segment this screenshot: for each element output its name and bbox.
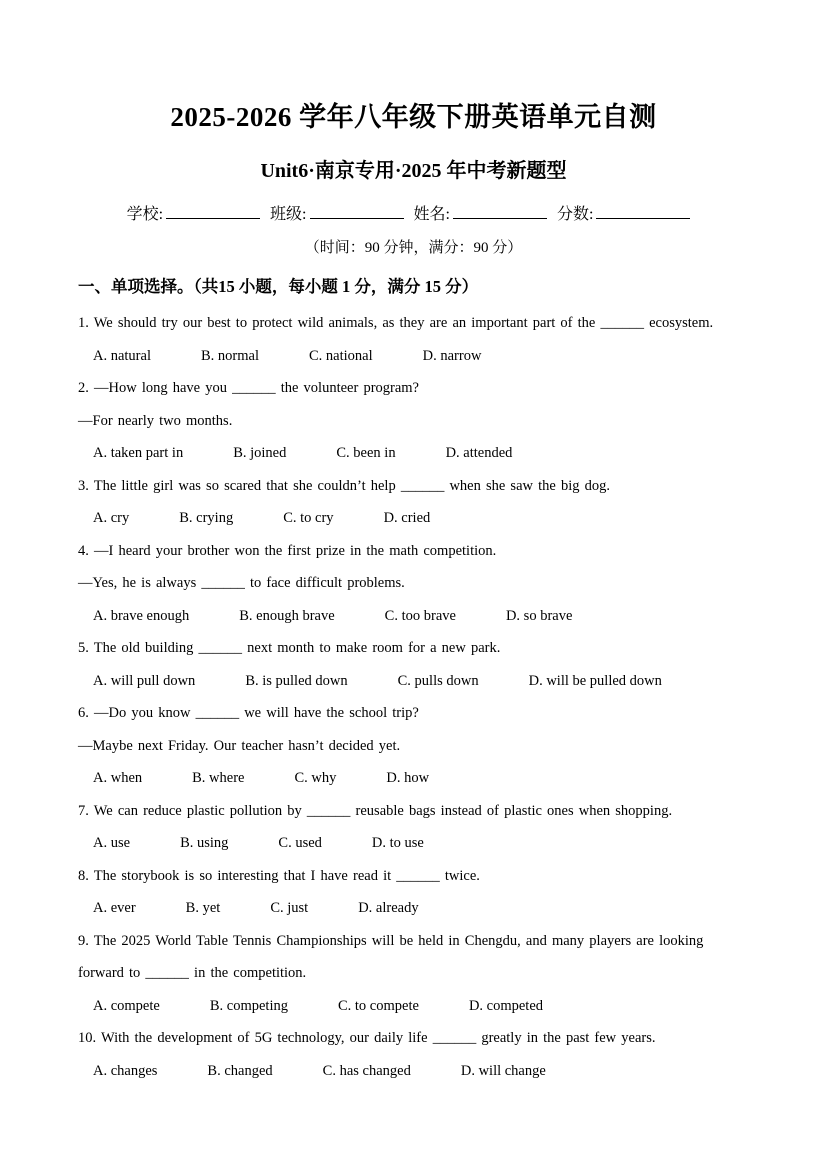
score-blank — [596, 203, 690, 219]
score-field — [557, 201, 700, 224]
question-stem: —Maybe next Friday. Our teacher hasn’t decided yet. — [78, 737, 401, 754]
option: A. brave enough — [93, 607, 190, 624]
option: B. competing — [209, 997, 288, 1014]
option: C. been in — [336, 445, 396, 461]
question-stem: 5. The old building ______ next month to make room for a new park. — [78, 640, 501, 656]
option: A. will pull down — [93, 672, 196, 689]
score-label: 分数: — [556, 206, 594, 223]
question-block — [78, 535, 749, 633]
option: D. attended — [445, 445, 513, 461]
question-stem: —For nearly two months. — [78, 412, 233, 429]
question-stem: 10. With the development of 5G technology, our daily life ______ greatly in the past few years. — [78, 1030, 656, 1046]
option: D. narrow — [422, 347, 482, 364]
option: C. to cry — [283, 510, 334, 526]
option: D. already — [358, 900, 419, 916]
option: A. cry — [93, 510, 130, 526]
option-row — [78, 502, 749, 535]
option: C. pulls down — [397, 672, 479, 689]
question-block — [78, 860, 749, 925]
option-row — [78, 827, 749, 860]
option-row — [78, 1055, 749, 1088]
question-stem: 2. —How long have you ______ the volunteer program? — [78, 380, 419, 396]
question-block — [78, 470, 749, 535]
option: A. natural — [93, 347, 151, 364]
class-field — [270, 201, 413, 224]
option: A. changes — [93, 1062, 158, 1079]
question-stem: —Yes, he is always ______ to face difficult problems. — [78, 575, 405, 591]
option: C. used — [278, 835, 322, 851]
option: D. will change — [460, 1062, 546, 1079]
option: C. has changed — [322, 1062, 411, 1079]
option: A. when — [93, 770, 143, 786]
option: A. ever — [93, 900, 136, 916]
page-subtitle: Unit6·南京专用·2025 年中考新题型 — [260, 160, 567, 182]
name-blank — [453, 203, 547, 219]
option: B. where — [192, 770, 245, 786]
option: B. is pulled down — [245, 672, 348, 689]
option-row — [78, 600, 749, 633]
question-block — [78, 632, 749, 697]
option: C. too brave — [384, 607, 456, 624]
student-info-line — [78, 201, 749, 224]
option-row — [78, 762, 749, 795]
class-blank — [310, 203, 404, 219]
option: A. taken part in — [93, 445, 184, 461]
option: D. will be pulled down — [528, 672, 662, 689]
question-list — [78, 307, 749, 1087]
option: A. use — [93, 835, 131, 851]
option: C. national — [308, 347, 373, 364]
question-stem: 4. —I heard your brother won the first prize in the math competition. — [78, 542, 497, 559]
school-field — [127, 201, 270, 224]
option: B. enough brave — [239, 607, 335, 624]
option: B. joined — [233, 445, 287, 461]
school-label: 学校: — [126, 206, 164, 223]
section-heading: 一、单项选择。（共15 小题，每小题 1 分，满分 15 分） — [78, 277, 479, 296]
question-stem: 9. The 2025 World Table Tennis Championships will be held in Chengdu, and many players are looking forward to ______ in the competition. — [78, 932, 704, 981]
question-block — [78, 372, 749, 470]
question-block — [78, 795, 749, 860]
time-score-line: （时间：90 分钟，满分：90 分） — [304, 240, 523, 256]
option-row — [78, 892, 749, 925]
question-block — [78, 925, 749, 1023]
option-row — [78, 665, 749, 698]
option: D. so brave — [505, 607, 573, 624]
option-row — [78, 437, 749, 470]
name-field — [414, 201, 557, 224]
question-stem: 1. We should try our best to protect wild animals, as they are an important part of the ______ ecosystem. — [78, 315, 714, 331]
option: C. to compete — [337, 997, 419, 1014]
option: D. cried — [383, 510, 431, 526]
class-label: 班级: — [270, 206, 307, 223]
question-stem: 7. We can reduce plastic pollution by ______ reusable bags instead of plastic ones when shopping. — [78, 802, 673, 819]
option: B. crying — [179, 510, 234, 526]
option: D. competed — [468, 997, 544, 1014]
page-title: 2025-2026 学年八年级下册英语单元自测 — [170, 102, 657, 132]
option-row — [78, 340, 749, 373]
option: B. using — [180, 835, 229, 851]
question-block — [78, 1022, 749, 1087]
option: B. yet — [185, 900, 221, 916]
option: B. normal — [200, 347, 259, 364]
question-stem: 6. —Do you know ______ we will have the school trip? — [78, 705, 419, 721]
question-block — [78, 697, 749, 795]
option: D. how — [386, 770, 430, 786]
option: A. compete — [93, 997, 160, 1014]
option: B. changed — [207, 1062, 273, 1079]
option-row — [78, 990, 749, 1023]
question-block — [78, 307, 749, 372]
option: D. to use — [371, 835, 424, 851]
name-label: 姓名: — [413, 206, 450, 223]
school-blank — [166, 203, 260, 219]
option: C. just — [270, 900, 309, 916]
question-stem: 3. The little girl was so scared that she couldn’t help ______ when she saw the big dog. — [78, 477, 610, 494]
question-stem: 8. The storybook is so interesting that I have read it ______ twice. — [78, 867, 480, 884]
option: C. why — [294, 770, 337, 786]
